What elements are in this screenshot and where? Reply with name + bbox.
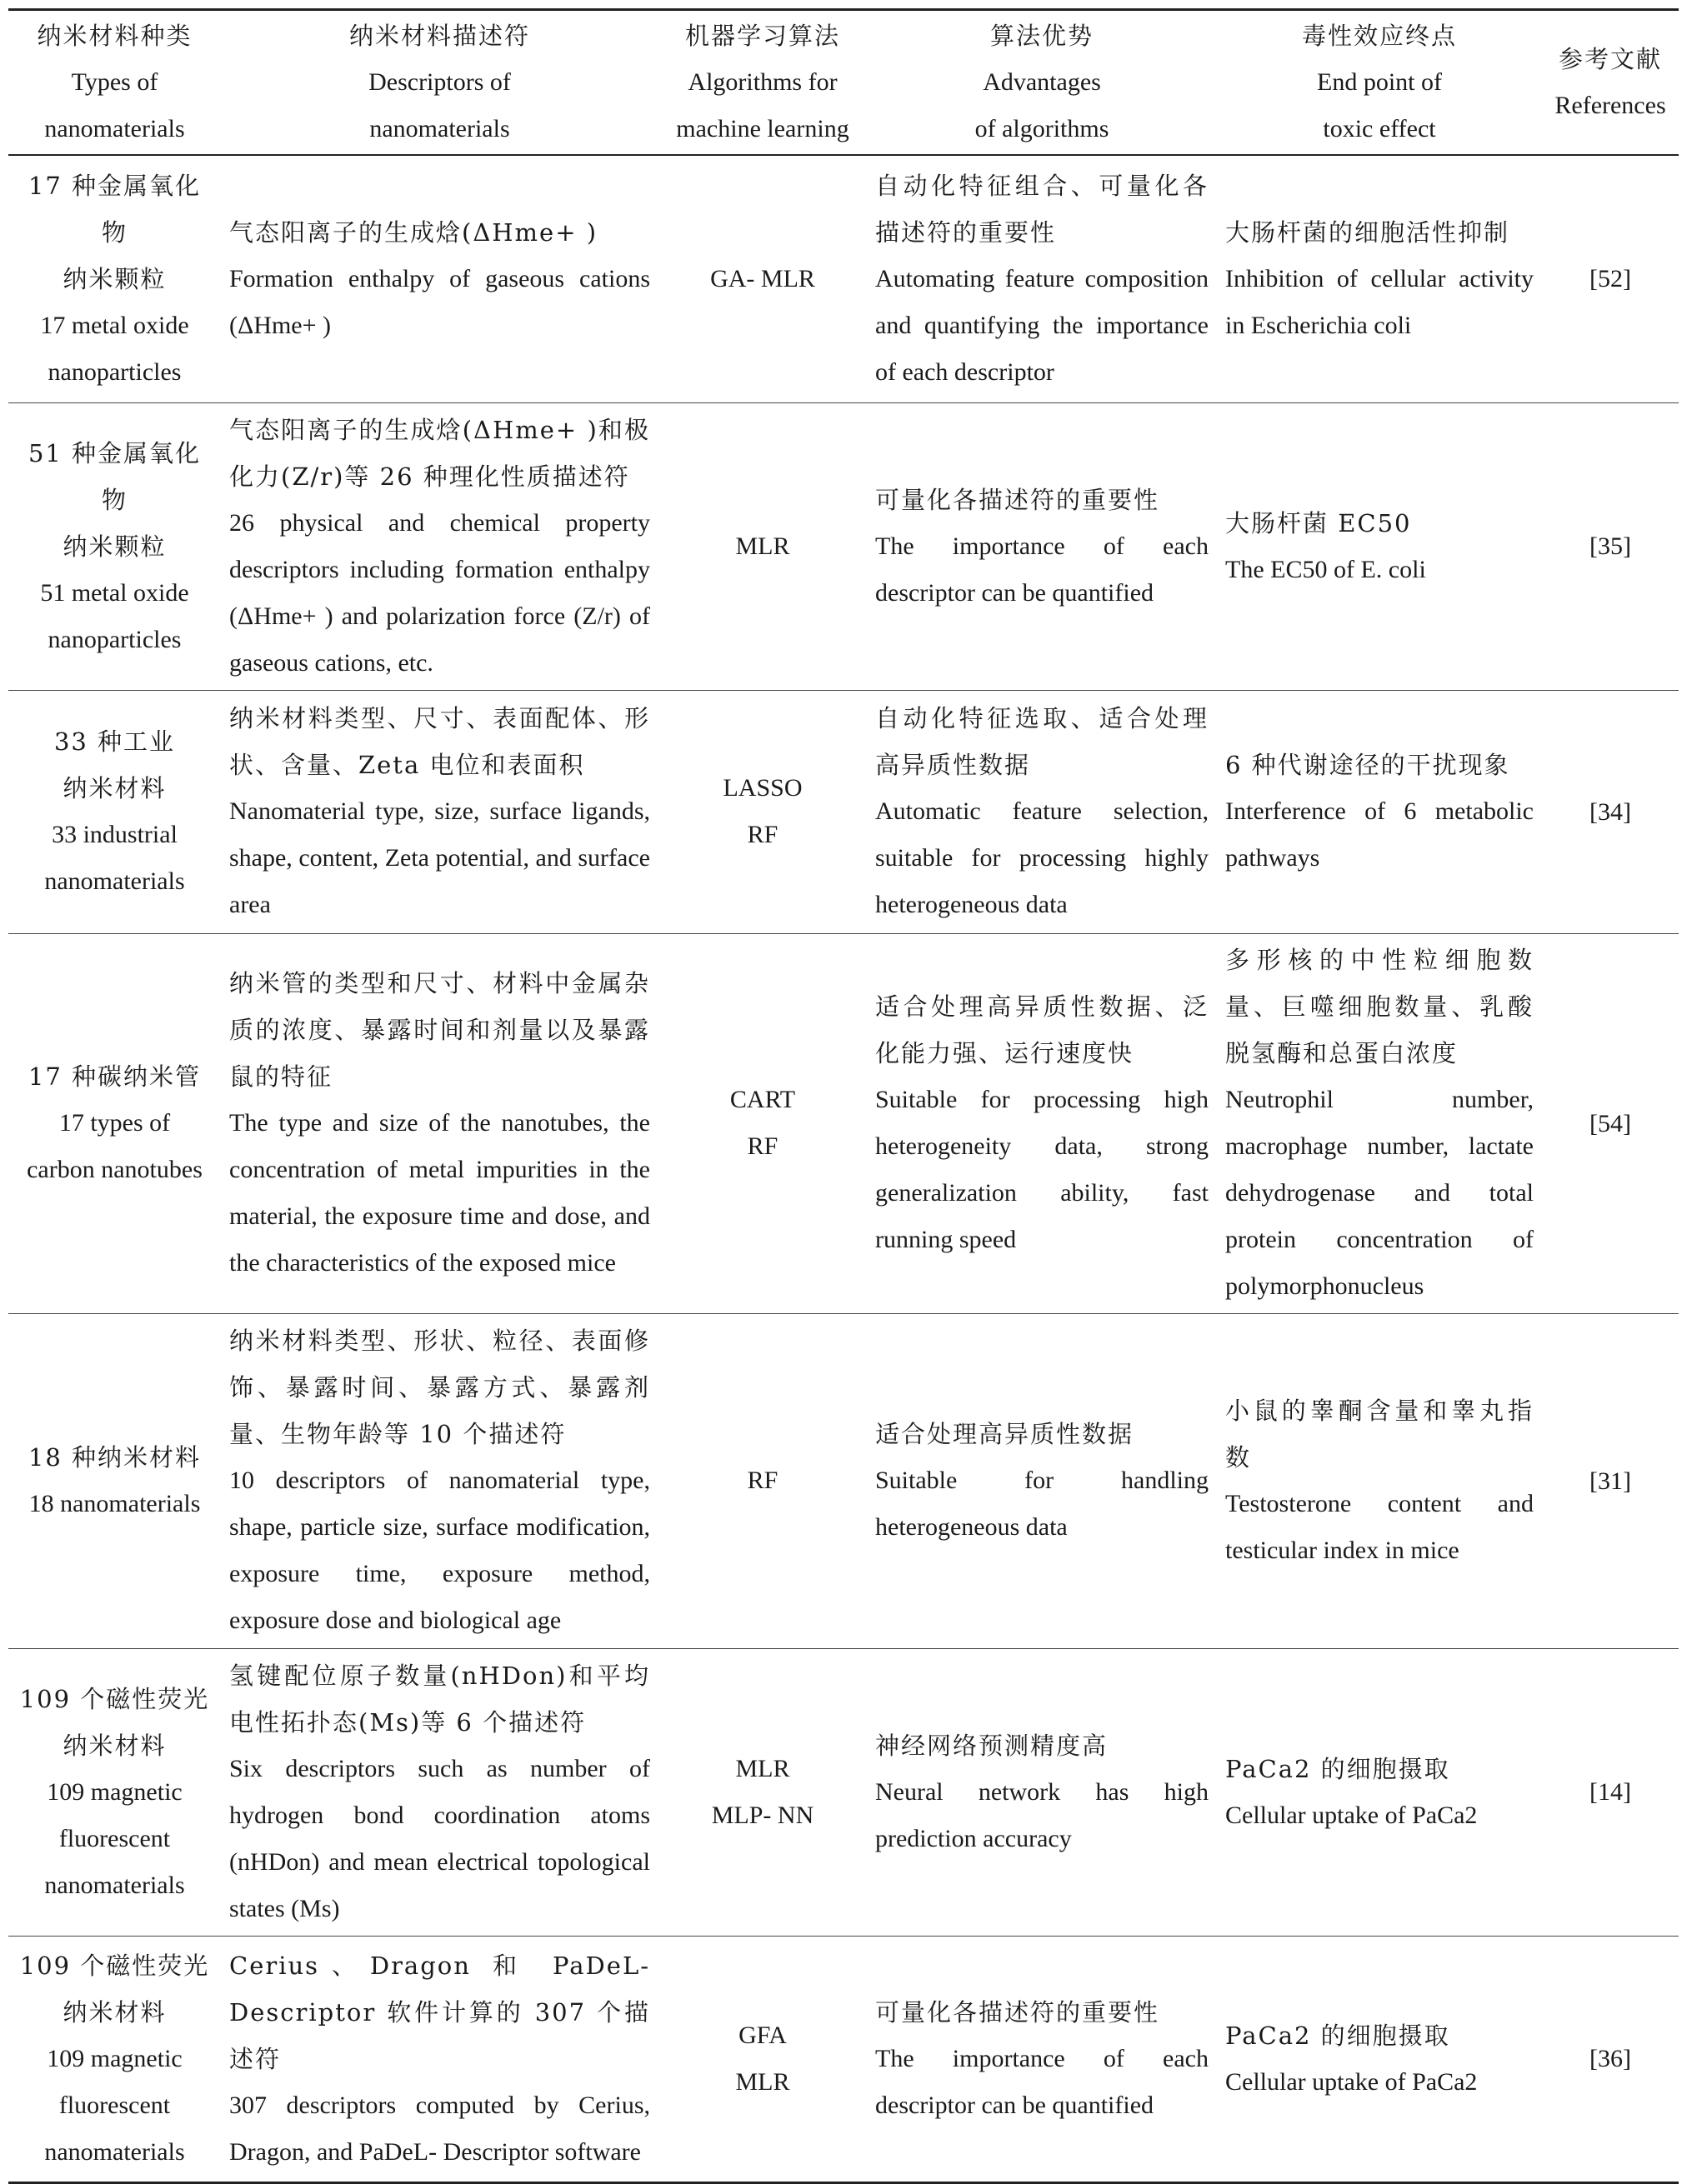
descriptor-cn: Cerius、Dragon 和 PaDeL- Descriptor 软件计算的 307 个描述符 [229,1951,650,2073]
type-en-2: fluorescent [58,1824,171,1852]
descriptor-cn: 气态阳离子的生成焓(ΔHme+ )和极化力(Z/r)等 26 种理化性质描述符 [229,415,650,491]
reference: [36] [1589,2045,1631,2072]
endpoint-en: Interference of 6 metabolic pathways [1225,797,1534,872]
type-cn-2: 纳米材料 [63,1997,167,2027]
header-advantages-en-2: of algorithms [974,115,1109,142]
type-en-1: 17 metal oxide [40,311,189,339]
header-references-en: References [1554,92,1666,119]
descriptor-en: 307 descriptors computed by Cerius, Dragon, and PaDeL- Descriptor software [229,2091,650,2166]
header-advantages [867,10,1217,156]
table-row [8,933,1679,1313]
cell-algorithm [658,1648,867,1936]
table-row [8,690,1679,933]
advantage-en: Neural network has high prediction accuracy [875,1777,1209,1852]
advantage-en: Automatic feature selection, suitable for processing highly heterogeneous data [875,797,1209,918]
cell-advantage [867,690,1217,933]
cell-descriptor [221,690,658,933]
cell-type [8,1936,221,2182]
cell-reference [1542,690,1679,933]
advantage-cn: 可量化各描述符的重要性 [875,1997,1160,2027]
advantage-en: Automating feature composition and quantifying the importance of each descriptor [875,264,1209,386]
cell-advantage [867,402,1217,690]
reference: [35] [1589,532,1631,560]
endpoint-en: The EC50 of E. coli [1225,555,1426,583]
endpoint-en: Cellular uptake of PaCa2 [1225,1801,1478,1829]
algorithm-2: RF [747,1132,778,1160]
cell-algorithm [658,402,867,690]
algorithm-2: MLR [735,2067,790,2096]
algorithm-2: MLP- NN [711,1801,814,1829]
endpoint-cn: 多形核的中性粒细胞数量、巨噬细胞数量、乳酸脱氢酶和总蛋白浓度 [1225,946,1534,1067]
header-advantages-cn: 算法优势 [989,22,1094,50]
endpoint-cn: 大肠杆菌的细胞活性抑制 [1225,217,1510,247]
type-cn-2: 纳米材料 [63,1731,167,1760]
advantage-cn: 适合处理高异质性数据 [875,1420,1134,1448]
type-cn-2: 纳米颗粒 [63,532,167,561]
header-descriptors-en-2: nanomaterials [369,115,510,142]
cell-descriptor [221,155,658,402]
cell-descriptor [221,1936,658,2182]
table-row [8,1648,1679,1936]
algorithm-1: MLR [735,1754,790,1782]
header-descriptors-en-1: Descriptors of [368,68,511,96]
reference: [34] [1589,797,1631,826]
header-endpoint-en-2: toxic effect [1323,115,1436,142]
algorithm-1: LASSO [723,774,803,802]
header-row [8,10,1679,156]
table-row [8,1313,1679,1648]
cell-type [8,933,221,1313]
cell-advantage [867,1936,1217,2182]
endpoint-en: Cellular uptake of PaCa2 [1225,2067,1478,2096]
header-advantages-en-1: Advantages [983,68,1101,96]
cell-type [8,690,221,933]
reference: [52] [1589,265,1631,293]
header-algorithms-en-2: machine learning [676,115,849,142]
type-en-3: nanomaterials [44,2137,185,2166]
advantage-cn: 神经网络预测精度高 [875,1731,1109,1760]
type-en-2: nanomaterials [44,867,185,895]
cell-endpoint [1217,933,1542,1313]
endpoint-en: Neutrophil number, macrophage number, lactate dehydrogenase and total protein concentration of polymorphonucleus [1225,1086,1534,1300]
advantage-en: The importance of each descriptor can be quantified [875,532,1209,607]
algorithm-1: GA- MLR [710,264,815,292]
header-references [1542,10,1679,156]
type-cn-1: 109 个磁性荧光 [19,1951,210,1980]
endpoint-cn: PaCa2 的细胞摄取 [1225,1754,1450,1783]
cell-endpoint [1217,155,1542,402]
cell-algorithm [658,1936,867,2182]
advantage-cn: 可量化各描述符的重要性 [875,485,1160,514]
header-references-cn: 参考文献 [1558,45,1662,73]
descriptor-cn: 纳米管的类型和尺寸、材料中金属杂质的浓度、暴露时间和剂量以及暴露鼠的特征 [229,969,650,1091]
cell-reference [1542,1648,1679,1936]
algorithm-2: RF [747,821,778,848]
table-row [8,402,1679,690]
advantage-en: The importance of each descriptor can be quantified [875,2044,1209,2119]
cell-descriptor [221,933,658,1313]
reference: [54] [1589,1109,1631,1137]
cell-descriptor [221,402,658,690]
reference: [14] [1589,1778,1631,1806]
advantage-en: Suitable for processing high heterogeneity data, strong generalization ability, fast running speed [875,1086,1209,1253]
type-en-3: nanomaterials [44,1871,185,1899]
cell-algorithm [658,690,867,933]
cell-reference [1542,933,1679,1313]
cell-advantage [867,933,1217,1313]
table-header [8,10,1679,156]
ml-nanotoxicity-table [8,8,1679,2184]
header-types-cn: 纳米材料种类 [37,22,193,50]
endpoint-cn: 6 种代谢途径的干扰现象 [1225,751,1510,779]
cell-endpoint [1217,1936,1542,2182]
cell-descriptor [221,1313,658,1648]
header-algorithms-en-1: Algorithms for [688,68,838,96]
type-en-1: 109 magnetic [47,1777,183,1806]
descriptor-cn: 纳米材料类型、尺寸、表面配体、形状、含量、Zeta 电位和表面积 [229,704,650,779]
cell-reference [1542,402,1679,690]
header-endpoint-en-1: End point of [1317,68,1442,96]
algorithm-1: RF [747,1467,778,1494]
type-en-1: 51 metal oxide [40,578,189,607]
table-row [8,155,1679,402]
header-endpoint [1217,10,1542,156]
type-cn-1: 51 种金属氧化物 [28,438,202,514]
cell-advantage [867,1313,1217,1648]
type-en-2: nanoparticles [48,357,182,386]
descriptor-en: Nanomaterial type, size, surface ligands, shape, content, Zeta potential, and surface area [229,797,650,918]
descriptor-cn: 纳米材料类型、形状、粒径、表面修饰、暴露时间、暴露方式、暴露剂量、生物年龄等 10 个描述符 [229,1327,650,1448]
type-cn-2: 纳米颗粒 [63,264,167,293]
type-cn-1: 17 种金属氧化物 [28,171,202,247]
algorithm-1: GFA [738,2021,787,2049]
advantage-en: Suitable for handling heterogeneous data [875,1467,1209,1541]
cell-reference [1542,1313,1679,1648]
header-types [8,10,221,156]
descriptor-cn: 气态阳离子的生成焓(ΔHme+ ) [229,217,598,247]
descriptor-cn: 氢键配位原子数量(nHDon)和平均电性拓扑态(Ms)等 6 个描述符 [229,1661,650,1737]
endpoint-cn: PaCa2 的细胞摄取 [1225,2021,1450,2050]
cell-advantage [867,1648,1217,1936]
cell-type [8,402,221,690]
type-en-2: carbon nanotubes [27,1156,203,1183]
page [8,0,1679,2173]
header-descriptors [221,10,658,156]
type-en-1: 109 magnetic [47,2044,183,2072]
descriptor-en: 26 physical and chemical property descriptors including formation enthalpy (ΔHme+ ) and polarization force (Z/r) of gaseous cations, etc. [229,508,650,677]
type-en-1: 17 types of [58,1109,171,1137]
type-en-1: 18 nanomaterials [28,1490,201,1517]
type-en-2: nanoparticles [48,625,182,653]
type-en-2: fluorescent [58,2091,171,2119]
descriptor-en: 10 descriptors of nanomaterial type, shape, particle size, surface modification, exposure time, exposure method, exposure dose and biological age [229,1467,650,1634]
endpoint-cn: 大肠杆菌 EC50 [1225,508,1412,537]
header-types-en-1: Types of [71,68,158,96]
header-descriptors-cn: 纳米材料描述符 [348,22,530,50]
type-cn-1: 33 种工业 [53,727,176,756]
type-cn-2: 纳米材料 [63,774,167,802]
type-cn-1: 18 种纳米材料 [28,1443,202,1472]
cell-algorithm [658,155,867,402]
cell-reference [1542,1936,1679,2182]
header-algorithms-cn: 机器学习算法 [684,22,840,50]
algorithm-1: CART [729,1086,796,1113]
advantage-cn: 自动化特征组合、可量化各描述符的重要性 [875,171,1209,247]
cell-reference [1542,155,1679,402]
descriptor-en: Formation enthalpy of gaseous cations (ΔHme+ ) [229,264,650,339]
advantage-cn: 适合处理高异质性数据、泛化能力强、运行速度快 [875,992,1209,1067]
table-row [8,1936,1679,2182]
cell-endpoint [1217,1313,1542,1648]
type-cn-1: 109 个磁性荧光 [19,1684,210,1713]
reference: [31] [1589,1467,1631,1495]
cell-descriptor [221,1648,658,1936]
algorithm-1: MLR [735,532,790,560]
cell-endpoint [1217,690,1542,933]
advantage-cn: 自动化特征选取、适合处理高异质性数据 [875,704,1209,779]
type-en-1: 33 industrial [52,821,178,848]
cell-type [8,1313,221,1648]
endpoint-en: Testosterone content and testicular index in mice [1225,1490,1534,1564]
header-types-en-2: nanomaterials [44,115,185,142]
cell-type [8,155,221,402]
type-cn-1: 17 种碳纳米管 [28,1062,202,1091]
endpoint-en: Inhibition of cellular activity in Escherichia coli [1225,264,1534,339]
cell-endpoint [1217,402,1542,690]
cell-algorithm [658,1313,867,1648]
descriptor-en: Six descriptors such as number of hydrogen bond coordination atoms (nHDon) and mean electrical topological states (Ms) [229,1754,650,1922]
table-body [8,155,1679,2182]
cell-type [8,1648,221,1936]
cell-algorithm [658,933,867,1313]
descriptor-en: The type and size of the nanotubes, the concentration of metal impurities in the material, the exposure time and dose, and the characteristics of the exposed mice [229,1109,650,1277]
cell-endpoint [1217,1648,1542,1936]
header-endpoint-cn: 毒性效应终点 [1301,22,1457,50]
cell-advantage [867,155,1217,402]
endpoint-cn: 小鼠的睾酮含量和睾丸指数 [1225,1397,1534,1472]
header-algorithms [658,10,867,156]
